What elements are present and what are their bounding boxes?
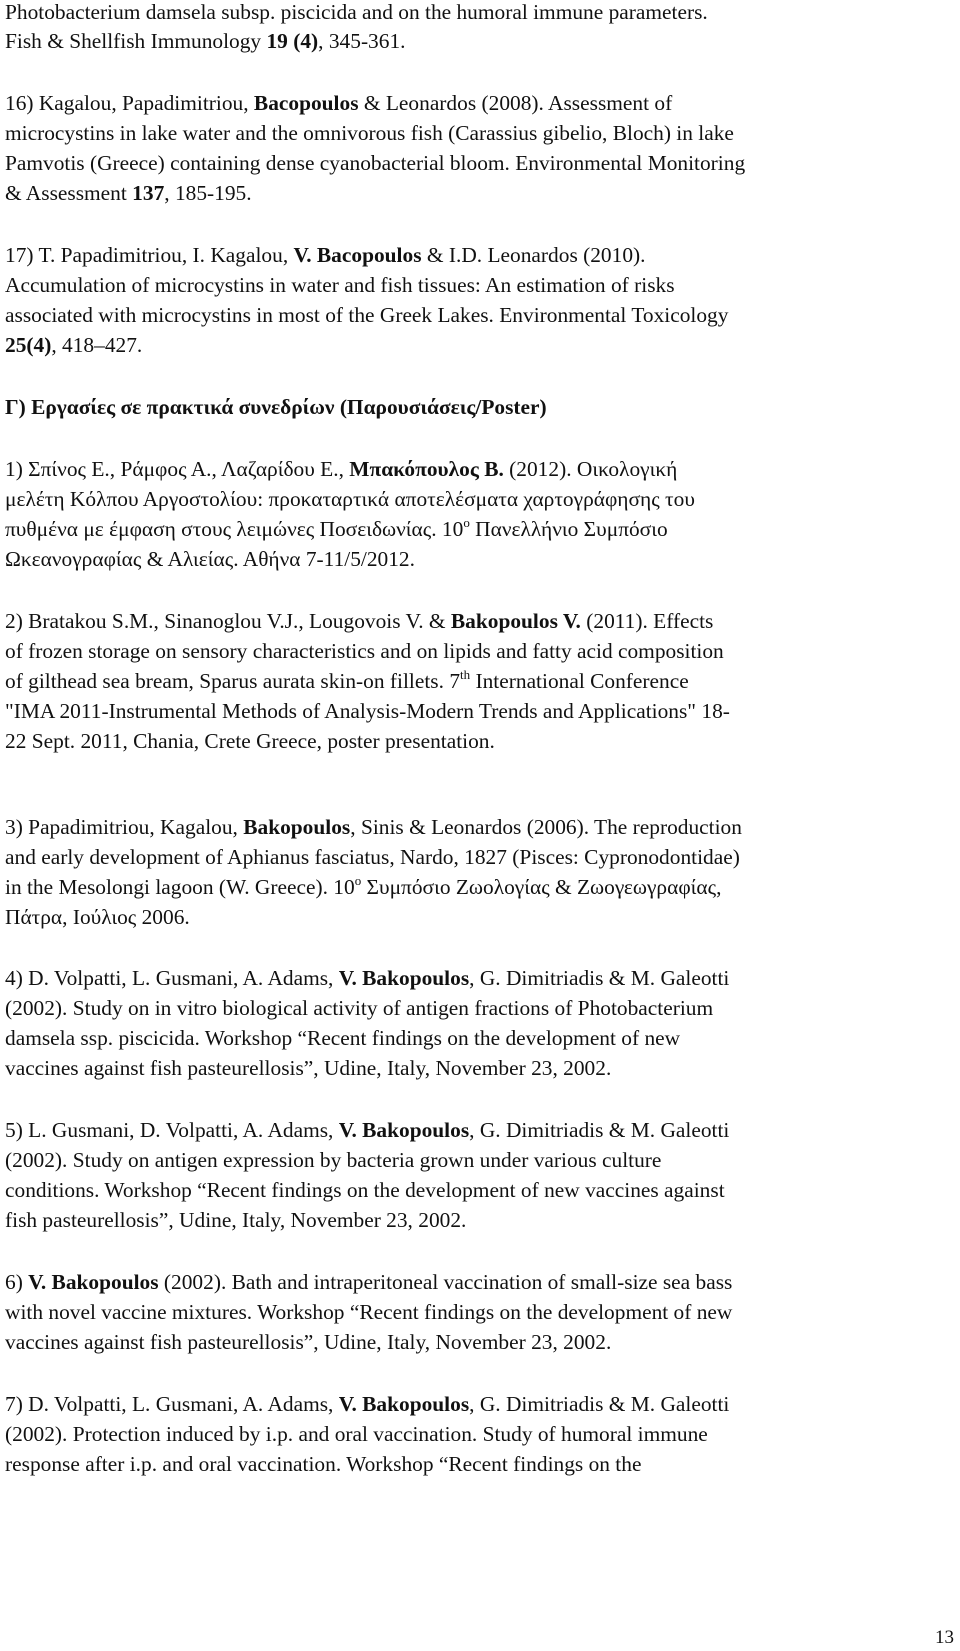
conf-1-line-1: 1) Σπίνος Ε., Ράμφος Α., Λαζαρίδου Ε., Μπακόπουλος Β. (2012). Οικολογική: [5, 457, 678, 481]
section-heading: Γ) Εργασίες σε πρακτικά συνεδρίων (Παρουσιάσεις/Poster): [5, 395, 547, 419]
conf-1-line-4: Ωκεανογραφίας & Αλιείας. Αθήνα 7-11/5/2012.: [5, 547, 415, 571]
page-number: 13: [935, 1627, 954, 1648]
ref-15-line-1: Photobacterium damsela subsp. piscicida and on the humoral immune parameters.: [5, 0, 708, 24]
conf-4-line-1: 4) D. Volpatti, L. Gusmani, A. Adams, V. Bakopoulos, G. Dimitriadis & M. Galeotti: [5, 966, 730, 990]
ref-16-line-2: microcystins in lake water and the omnivorous fish (Carassius gibelio, Bloch) in lake: [5, 121, 734, 145]
conf-5-line-3: conditions. Workshop “Recent findings on the development of new vaccines against: [5, 1178, 725, 1202]
conf-3-line-3: in the Mesolongi lagoon (W. Greece). $10^o$ Συμπόσιο Ζωολογίας & Ζωογεωγραφίας,: [5, 873, 722, 899]
ref-17-line-4: 25(4), 418–427.: [5, 333, 143, 357]
conf-3-line-2: and early development of Aphianus fasciatus, Nardo, 1827 (Pisces: Cypronodontidae): [5, 845, 740, 869]
conf-2-line-2: of frozen storage on sensory characteristics and on lipids and fatty acid composition: [5, 639, 724, 663]
conf-1-line-3: πυθμένα με έμφαση στους λειμώνες Ποσειδωνίας. $10^o$ Πανελλήνιο Συμπόσιο: [5, 515, 668, 541]
conf-5-line-1: 5) L. Gusmani, D. Volpatti, A. Adams, V. Bakopoulos, G. Dimitriadis & M. Galeotti: [5, 1118, 730, 1142]
conf-7-line-3: response after i.p. and oral vaccination. Workshop “Recent findings on the: [5, 1452, 642, 1476]
conf-3-line-4: Πάτρα, Ιούλιος 2006.: [5, 905, 190, 929]
conf-4-line-2: (2002). Study on in vitro biological activity of antigen fractions of Photobacterium: [5, 996, 714, 1020]
conf-7-line-1: 7) D. Volpatti, L. Gusmani, A. Adams, V. Bakopoulos, G. Dimitriadis & M. Galeotti: [5, 1392, 730, 1416]
conf-6-line-2: with novel vaccine mixtures. Workshop “Recent findings on the development of new: [5, 1300, 733, 1324]
ref-17-line-2: Accumulation of microcystins in water and fish tissues: An estimation of risks: [5, 273, 675, 297]
conf-2-line-4: "IMA 2011-Instrumental Methods of Analysis-Modern Trends and Applications" 18-: [5, 699, 730, 723]
ref-17-line-1: 17) T. Papadimitriou, I. Kagalou, V. Bacopoulos & I.D. Leonardos (2010).: [5, 243, 646, 267]
conf-5-line-4: fish pasteurellosis”, Udine, Italy, November 23, 2002.: [5, 1208, 467, 1232]
ref-16-line-1: 16) Kagalou, Papadimitriou, Bacopoulos & Leonardos (2008). Assessment of: [5, 91, 673, 115]
conf-6-line-1: 6) V. Bakopoulos (2002). Bath and intraperitoneal vaccination of small-size sea bass: [5, 1270, 733, 1294]
conf-2-line-3: of gilthead sea bream, Sparus aurata skin-on fillets. 7th International Conference: [5, 667, 689, 693]
ref-16-line-4: & Assessment 137, 185-195.: [5, 181, 252, 205]
conf-2-line-1: 2) Bratakou S.M., Sinanoglou V.J., Lougovois V. & Bakopoulos V. (2011). Effects: [5, 609, 714, 633]
ref-17-line-3: associated with microcystins in most of the Greek Lakes. Environmental Toxicology: [5, 303, 729, 327]
conf-2-line-5: 22 Sept. 2011, Chania, Crete Greece, poster presentation.: [5, 729, 495, 753]
conf-7-line-2: (2002). Protection induced by i.p. and oral vaccination. Study of humoral immune: [5, 1422, 708, 1446]
ref-15-line-2: Fish & Shellfish Immunology 19 (4), 345-361.: [5, 29, 406, 53]
conf-4-line-3: damsela ssp. piscicida. Workshop “Recent findings on the development of new: [5, 1026, 681, 1050]
conf-4-line-4: vaccines against fish pasteurellosis”, Udine, Italy, November 23, 2002.: [5, 1056, 612, 1080]
ref-16-line-3: Pamvotis (Greece) containing dense cyanobacterial bloom. Environmental Monitoring: [5, 151, 746, 175]
conf-3-line-1: 3) Papadimitriou, Kagalou, Bakopoulos, Sinis & Leonardos (2006). The reproduction: [5, 815, 742, 839]
conf-6-line-3: vaccines against fish pasteurellosis”, Udine, Italy, November 23, 2002.: [5, 1330, 612, 1354]
conf-5-line-2: (2002). Study on antigen expression by bacteria grown under various culture: [5, 1148, 662, 1172]
conf-1-line-2: μελέτη Κόλπου Αργοστολίου: προκαταρτικά αποτελέσματα χαρτογράφησης του: [5, 487, 695, 511]
